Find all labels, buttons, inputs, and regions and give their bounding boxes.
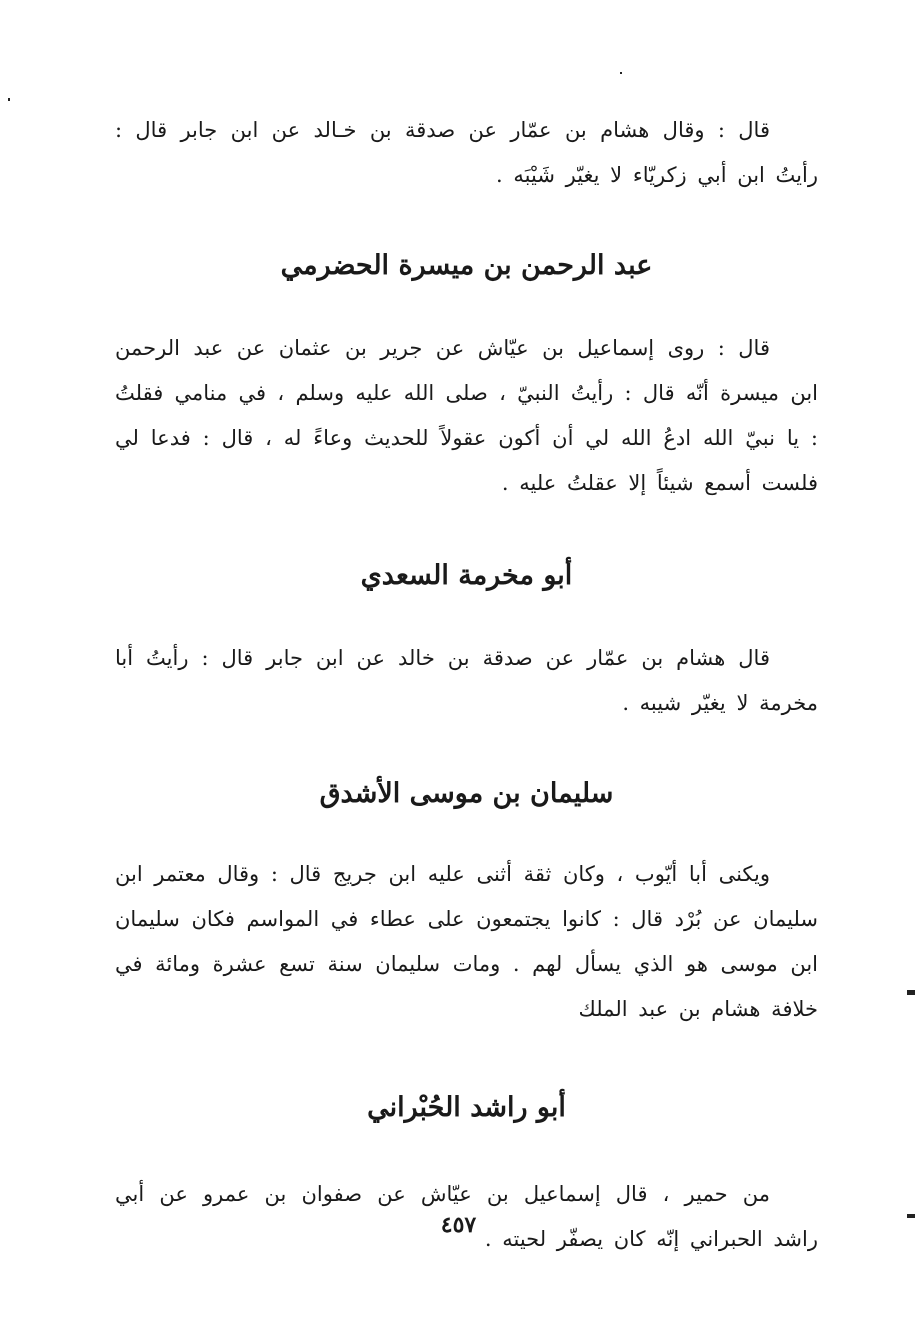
heading-abd-al-rahman-ibn-maysara: عبد الرحمن بن ميسرة الحضرمي	[280, 250, 653, 281]
paragraph-abu-rashid: من حمير ، قال إسماعيل بن عيّاش عن صفوان بن عمرو عن أبي راشد الحبراني إنّه كان يصفّر لحيته .	[115, 1182, 818, 1251]
scan-speck	[907, 1214, 915, 1218]
page-body	[115, 108, 818, 1262]
heading-abu-rashid: أبو راشد الحُبْراني	[367, 1092, 566, 1123]
paragraph-ibn-abi-zakariya: قال : وقال هشام بن عمّار عن صدقة بن خـالد عن ابن جابر قال : رأيتُ ابن أبي زكريّاء لا يغيّر شَيْبَه .	[115, 118, 818, 187]
paragraph-abu-makhrama: قال هشام بن عمّار عن صدقة بن خالد عن ابن جابر قال : رأيتُ أبا مخرمة لا يغيّر شيبه .	[115, 646, 818, 715]
paragraph-abd-al-rahman-ibn-maysara: قال : روى إسماعيل بن عيّاش عن جرير بن عثمان عن عبد الرحمن ابن ميسرة أنّه قال : رأيتُ النبيّ ، صلى الله عليه وسلم ، في منامي فقلتُ : يا نبيّ الله ادعُ الله لي أن أكون عقولاً للحديث وعاءً له ، قال : فدعا لي فلست أسمع شيئاً إلا عقلتُ عليه .	[115, 336, 818, 495]
heading-abu-makhrama: أبو مخرمة السعدي	[360, 560, 573, 591]
paragraph-sulayman-ibn-musa: ويكنى أبا أيّوب ، وكان ثقة أثنى عليه ابن جريج قال : وقال معتمر ابن سليمان عن بُرْد قال : كانوا يجتمعون على عطاء في المواسم فكان سليمان ابن موسى هو الذي يسأل لهم . ومات سليمان سنة تسع عشرة ومائة في خلافة هشام بن عبد الملك	[115, 862, 818, 1021]
scan-speck	[8, 98, 10, 101]
scan-speck	[907, 990, 915, 995]
heading-sulayman-ibn-musa: سليمان بن موسى الأشدق	[319, 778, 614, 809]
page-number: ٤٥٧	[440, 1212, 477, 1238]
scan-speck	[620, 72, 622, 74]
